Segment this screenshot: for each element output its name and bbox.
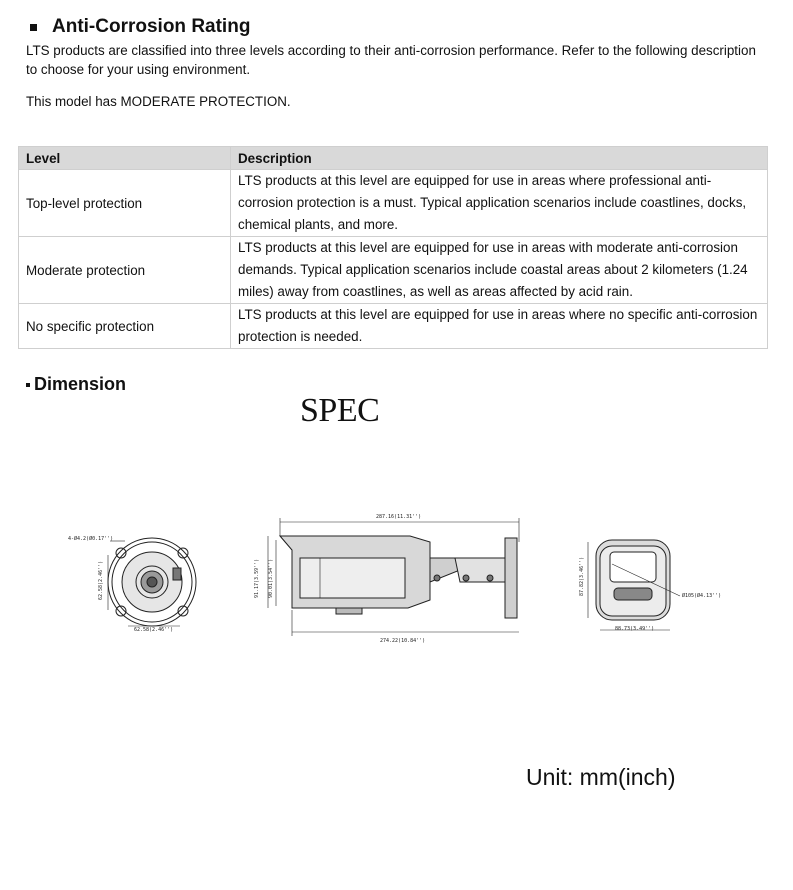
description-cell: LTS products at this level are equipped for use in areas where professional anti-corrosion protection is a must. Typical application scenarios include coastlines, docks, chemical plants, and more. xyxy=(231,170,768,237)
side-outer-height-label: 91.17(3.59'') xyxy=(254,558,260,598)
table-row xyxy=(19,237,768,304)
unit-label: Unit: mm(inch) xyxy=(526,764,676,790)
section-heading-anti-corrosion xyxy=(30,16,250,38)
rear-diameter-label: Ø105(Ø4.13'') xyxy=(682,593,722,599)
column-header-level: Level xyxy=(19,147,231,170)
spec-title: SPEC xyxy=(300,392,380,429)
model-protection-line: This model has MODERATE PROTECTION. xyxy=(26,94,291,109)
side-top-length-label: 287.16(11.31'') xyxy=(376,514,422,520)
square-bullet-icon xyxy=(30,24,37,31)
level-cell: Top-level protection xyxy=(19,170,231,237)
table-row xyxy=(19,304,768,349)
front-height-label: 62.58(2.46'') xyxy=(98,560,104,600)
rear-view-drawing xyxy=(588,540,680,630)
table-header-row xyxy=(19,147,768,170)
side-view-drawing xyxy=(268,518,519,636)
section-heading-dimension xyxy=(26,374,126,395)
section-title: Dimension xyxy=(34,374,127,394)
description-cell: LTS products at this level are equipped for use in areas with moderate anti-corrosion demands. Typical application scenarios include coastal areas about 2 kilometers (1.24 miles) away from coastlines, as well as areas affected by acid rain. xyxy=(231,237,768,304)
rear-height-label: 87.82(3.46'') xyxy=(579,556,585,596)
anti-corrosion-table xyxy=(18,146,768,349)
dimension-drawings xyxy=(0,500,793,660)
level-cell: Moderate protection xyxy=(19,237,231,304)
section-title: Anti-Corrosion Rating xyxy=(52,16,251,37)
description-cell: LTS products at this level are equipped for use in areas where no specific anti-corrosion protection is needed. xyxy=(231,304,768,349)
level-cell: No specific protection xyxy=(19,304,231,349)
square-bullet-icon xyxy=(26,383,30,387)
table-row xyxy=(19,170,768,237)
rear-width-label: 88.73(3.49'') xyxy=(615,626,655,632)
front-hole-label: 4-Ø4.2(Ø0.17'') xyxy=(68,536,114,542)
front-width-label: 62.58(2.46'') xyxy=(134,627,174,633)
column-header-description: Description xyxy=(231,147,768,170)
side-bottom-length-label: 274.22(10.84'') xyxy=(380,638,426,644)
front-view-drawing xyxy=(108,538,196,626)
intro-paragraph: LTS products are classified into three levels according to their anti-corrosion performance. Refer to the following description to choose for your using environment. xyxy=(26,43,756,77)
side-inner-height-label: 90.01(3.54'') xyxy=(268,558,274,598)
